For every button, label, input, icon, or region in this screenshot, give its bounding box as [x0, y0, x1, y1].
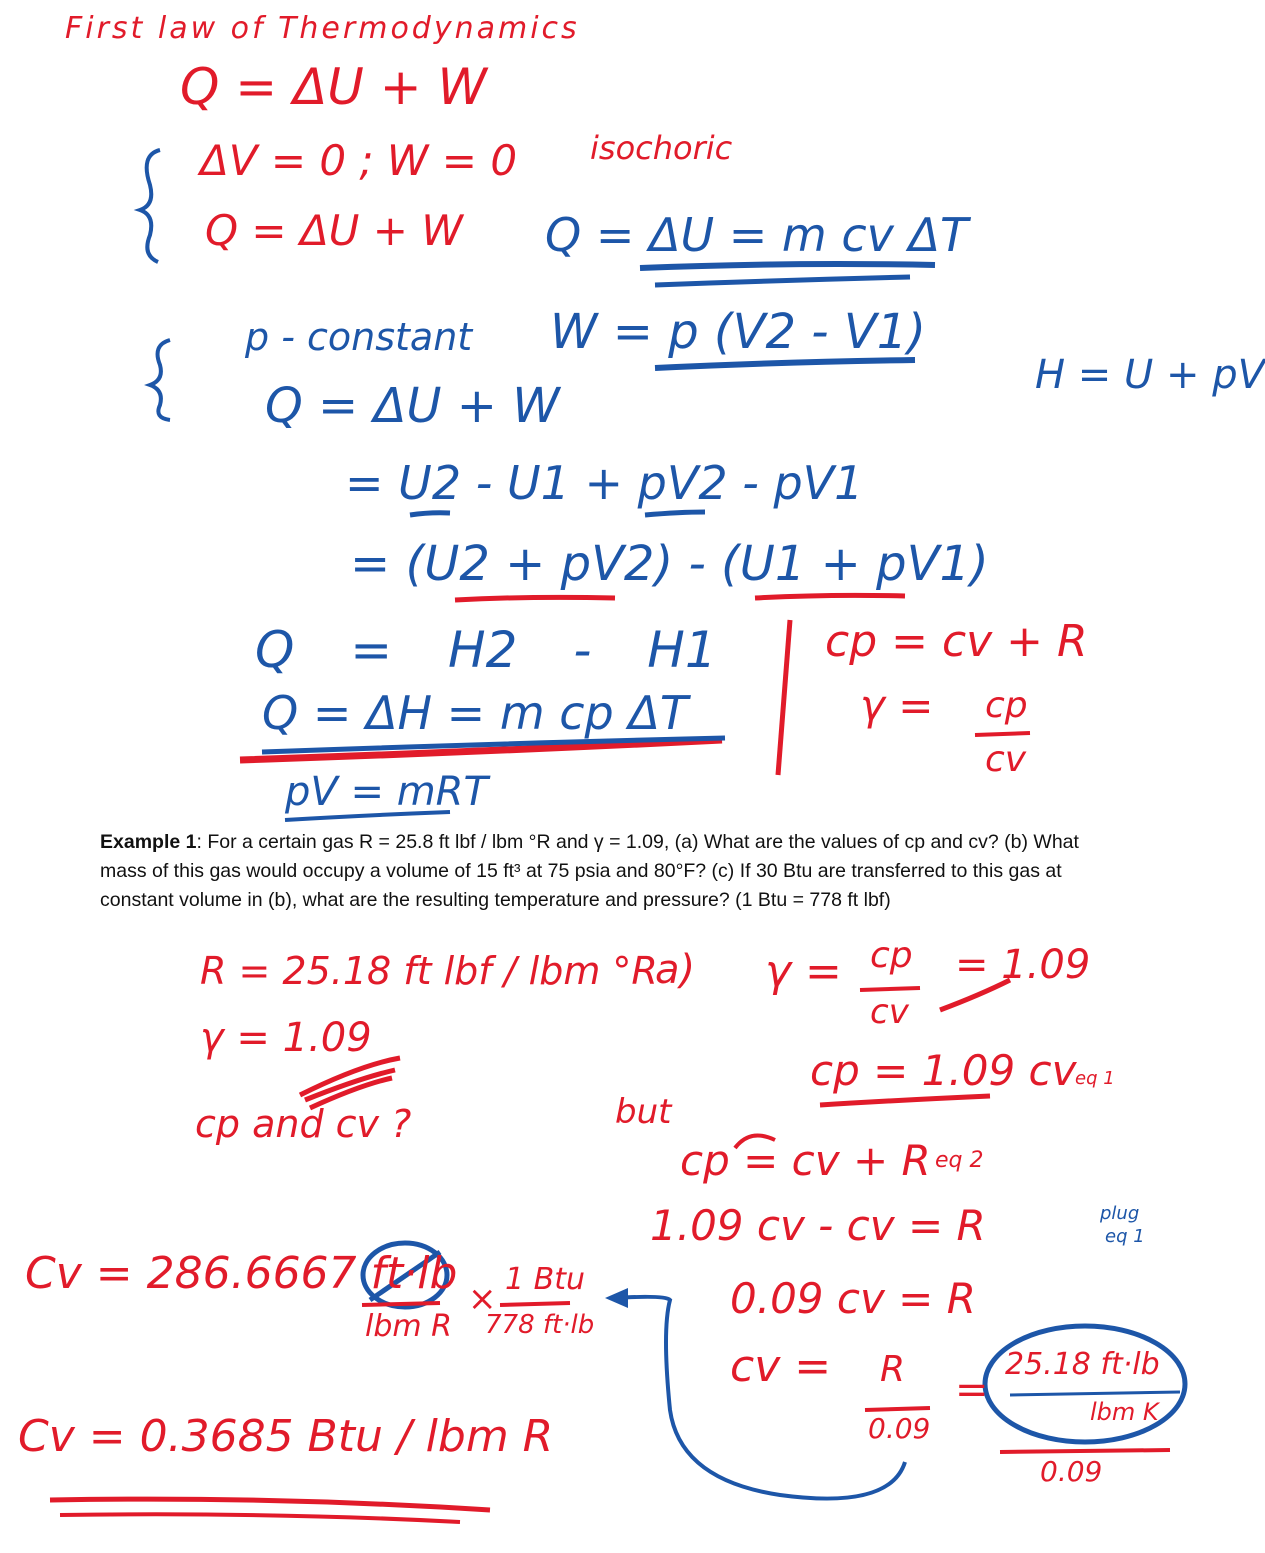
solution-gamma-lhs: γ = — [765, 946, 842, 997]
underline-u2 — [410, 513, 450, 515]
cp-cv-r: cp = cv + R — [680, 1136, 931, 1185]
solution-gamma-den: cv — [870, 992, 909, 1032]
fraction-bar-bottom — [1000, 1450, 1170, 1452]
cv-fraction-num: R — [880, 1349, 906, 1390]
brace-isochoric — [140, 150, 160, 262]
plug-eq-tag: eq 1 — [1105, 1226, 1145, 1247]
eq1-tag: eq 1 — [1075, 1068, 1115, 1089]
gamma-lhs: γ = — [860, 681, 934, 730]
underline-pv2 — [645, 512, 705, 515]
conversion-num: 1 Btu — [505, 1262, 585, 1297]
circled-bottom: 0.09 — [1040, 1455, 1103, 1488]
underline-isochoric-2 — [655, 277, 910, 285]
isochoric-label: isochoric — [590, 129, 733, 167]
cv-final: Cv = 0.3685 Btu / lbm R — [18, 1411, 554, 1462]
cv-equation: 0.09 cv = R — [730, 1274, 976, 1323]
underline-final — [50, 1499, 490, 1510]
example-problem — [100, 828, 1080, 915]
pconst-work: W = p (V2 - V1) — [550, 304, 926, 360]
underline-final-2 — [60, 1514, 460, 1522]
arrowhead-back — [605, 1288, 628, 1308]
cv-fraction-den: 0.09 — [868, 1412, 931, 1445]
cv-numeric-den: lbm R — [365, 1309, 452, 1344]
isochoric-result: Q = ΔU = m cv ΔT — [545, 208, 969, 262]
scribble-strike — [300, 1058, 400, 1108]
gamma-denominator: cv — [985, 739, 1027, 780]
circled-denominator: lbm K — [1090, 1398, 1159, 1426]
example-label: Example 1 — [100, 831, 197, 853]
multiply-sign: × — [468, 1279, 497, 1319]
cv-fraction-lhs: cv = — [730, 1341, 832, 1392]
expanded-terms: = U2 - U1 + pV2 - pV1 — [345, 456, 864, 510]
cp-cv-question: cp and cv ? — [195, 1102, 412, 1146]
cv-numeric: Cv = 286.6667 ft·lb — [25, 1248, 458, 1299]
pconst-first-law: Q = ΔU + W — [265, 378, 560, 434]
fraction-bar-gamma2 — [860, 988, 920, 990]
q-delta-h: Q = ΔH = m cp ΔT — [262, 686, 688, 740]
isochoric-equation: Q = ΔU + W — [205, 206, 463, 255]
part-a-label: a) — [655, 947, 696, 993]
underline-group-right — [755, 595, 905, 598]
underline-isochoric — [640, 264, 935, 268]
grouped-terms: = (U2 + pV2) - (U1 + pV1) — [350, 536, 989, 592]
solution-gamma-rhs: = 1.09 — [955, 942, 1091, 988]
enthalpy-definition: H = U + pV — [1035, 352, 1265, 398]
example-text: : For a certain gas R = 25.8 ft lbf / lbm °R and γ = 1.09, (a) What are the values of cp and cv? (b) What mass of this gas would occupy a volume of 15 ft³ at 75 psia and 80°F? (c) If 30 Btu are transferred to this gas at constant volume in (b), what are the resulting temperature and pressure? (1 Btu = 778 ft lbf) — [100, 831, 1079, 911]
substitution: 1.09 cv - cv = R — [650, 1201, 986, 1250]
circled-numerator: 25.18 ft·lb — [1005, 1347, 1160, 1382]
cp-equation-1: cp = 1.09 cv — [810, 1046, 1077, 1095]
given-r: R = 25.18 ft lbf / lbm °R — [200, 949, 658, 993]
q-enthalpy-difference: Q = H2 - H1 — [255, 621, 717, 679]
underline-cpeq — [820, 1096, 990, 1105]
brace-pconst — [150, 340, 170, 420]
fraction-bar-circle — [1010, 1392, 1180, 1395]
arrow-back — [615, 1297, 905, 1499]
fraction-bar-gamma — [975, 733, 1030, 735]
underline-pwork — [655, 360, 915, 368]
plug-note: plug — [1100, 1203, 1140, 1224]
solution-gamma-num: cp — [870, 935, 913, 976]
fraction-bar-conv — [500, 1303, 570, 1305]
divider-line — [778, 620, 790, 775]
fraction-bar-rover — [865, 1408, 930, 1410]
given-gamma: γ = 1.09 — [200, 1015, 372, 1061]
cp-cv-relation: cp = cv + R — [825, 616, 1088, 667]
eq2-tag: eq 2 — [935, 1148, 984, 1173]
pconst-label: p - constant — [245, 315, 473, 359]
ideal-gas-law: pV = mRT — [285, 769, 488, 815]
equals-sign: = — [955, 1367, 989, 1413]
but-label: but — [615, 1092, 672, 1132]
notes-title: First law of Thermodynamics — [65, 11, 580, 46]
conversion-den: 778 ft·lb — [485, 1310, 595, 1340]
first-law-equation: Q = ΔU + W — [180, 58, 487, 116]
fraction-bar-cv — [362, 1303, 440, 1305]
isochoric-condition: ΔV = 0 ; W = 0 — [200, 136, 518, 185]
gamma-numerator: cp — [985, 685, 1028, 726]
underline-group-left — [455, 597, 615, 600]
